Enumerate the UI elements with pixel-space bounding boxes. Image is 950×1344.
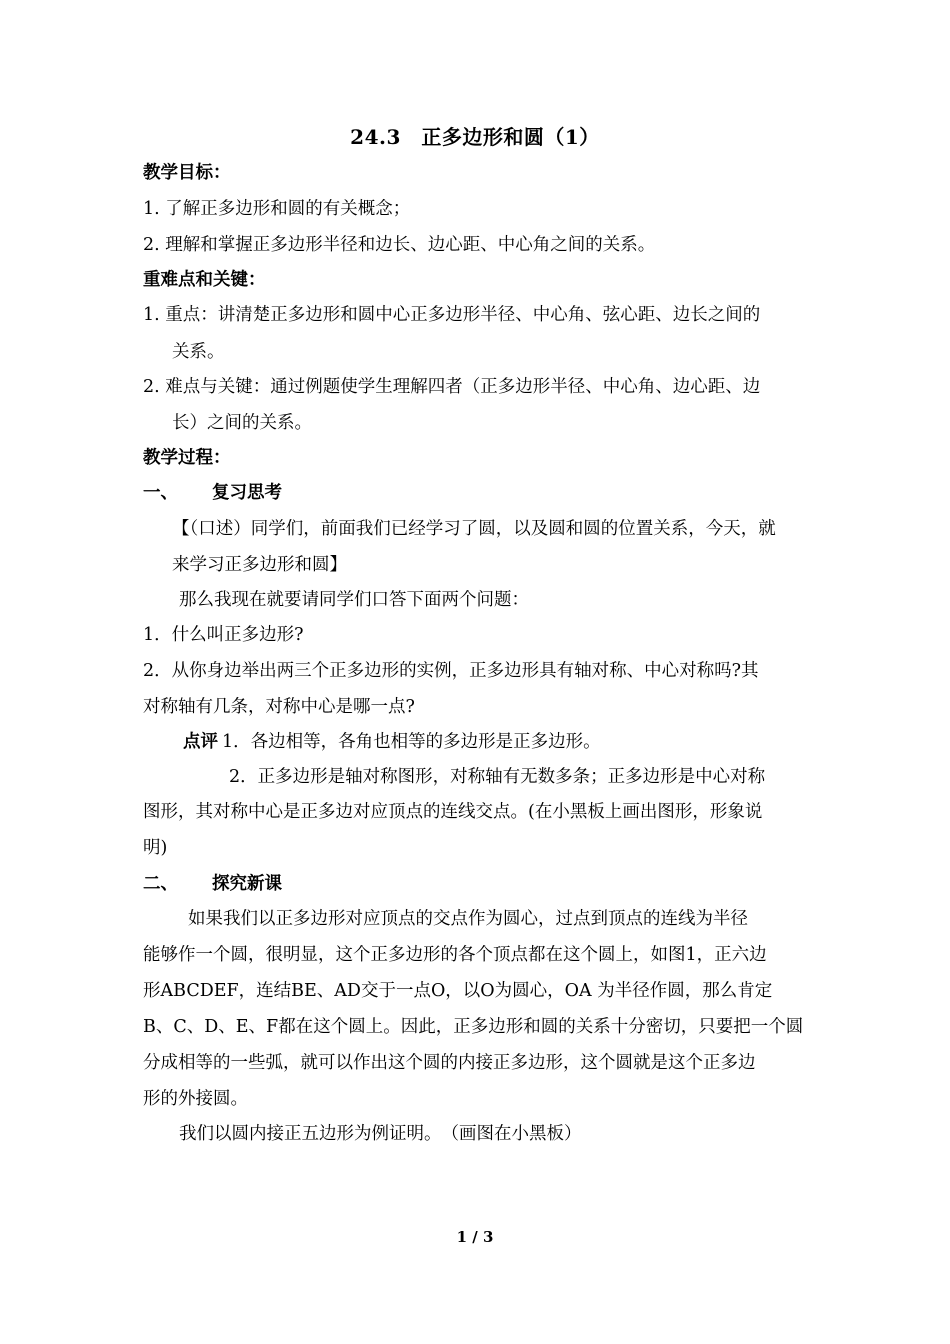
comment-1: 1．各边相等，各角也相等的多边形是正多边形。 <box>222 732 601 752</box>
section-2-p1-line-4: B、C、D、E、F都在这个圆上。因此，正多边形和圆的关系十分密切，只要把一个圆 <box>143 1017 804 1037</box>
section-1-number: 一、 <box>143 483 178 503</box>
section-2-p2: 我们以圆内接正五边形为例证明。 （画图在小黑板） <box>179 1124 582 1144</box>
section-1-intro-line-2: 来学习正多边形和圆】 <box>172 555 347 575</box>
goal-item-2: 2. 理解和掌握正多边形半径和边长、边心距、中心角之间的关系。 <box>143 235 656 255</box>
page-title: 24.3 正多边形和圆（1） <box>350 125 600 149</box>
comment-2-line-2: 图形，其对称中心是正多边对应顶点的连线交点。(在小黑板上画出图形，形象说 <box>143 802 763 822</box>
key-item-2-line-1: 2. 难点与关键：通过例题使学生理解四者（正多边形半径、中心角、边心距、边 <box>143 377 761 397</box>
comment-label: 点评 <box>183 732 218 752</box>
section-2-number: 二、 <box>143 874 178 894</box>
comment-2-line-3: 明) <box>143 838 168 858</box>
section-2-title: 探究新课 <box>212 874 282 894</box>
section-2-p1-line-6: 形的外接圆。 <box>143 1089 248 1109</box>
section-2-p1-line-3: 形ABCDEF，连结BE、AD交于一点O，以O为圆心，OA 为半径作圆，那么肯定 <box>143 981 773 1001</box>
key-item-1-line-1: 1. 重点：讲清楚正多边形和圆中心正多边形半径、中心角、弦心距、边长之间的 <box>143 305 761 325</box>
comment-2-line-1: 2．正多边形是轴对称图形，对称轴有无数多条；正多边形是中心对称 <box>229 767 766 787</box>
section-2-p1-line-2: 能够作一个圆，很明显，这个正多边形的各个顶点都在这个圆上，如图1，正六边 <box>143 945 767 965</box>
page-number: 1 / 3 <box>456 1228 494 1246</box>
section-1-intro-line-1: 【（口述）同学们，前面我们已经学习了圆，以及圆和圆的位置关系，今天，就 <box>172 519 776 539</box>
question-2-line-2: 对称轴有几条，对称中心是哪一点? <box>143 697 415 717</box>
keys-heading: 重难点和关键： <box>143 270 266 290</box>
question-2-line-1: 2．从你身边举出两三个正多边形的实例，正多边形具有轴对称、中心对称吗?其 <box>143 661 759 681</box>
section-1-ask: 那么我现在就要请同学们口答下面两个问题： <box>179 590 529 610</box>
process-heading: 教学过程： <box>143 448 231 468</box>
goals-heading: 教学目标： <box>143 163 231 183</box>
key-item-1-line-2: 关系。 <box>172 342 225 362</box>
section-2-p1-line-5: 分成相等的一些弧，就可以作出这个圆的内接正多边形，这个圆就是这个正多边 <box>143 1053 756 1073</box>
question-1: 1．什么叫正多边形? <box>143 625 304 645</box>
section-2-p1-line-1: 如果我们以正多边形对应顶点的交点作为圆心，过点到顶点的连线为半径 <box>188 909 748 929</box>
section-1-title: 复习思考 <box>212 483 282 503</box>
goal-item-1: 1. 了解正多边形和圆的有关概念； <box>143 199 411 219</box>
key-item-2-line-2: 长）之间的关系。 <box>172 413 312 433</box>
